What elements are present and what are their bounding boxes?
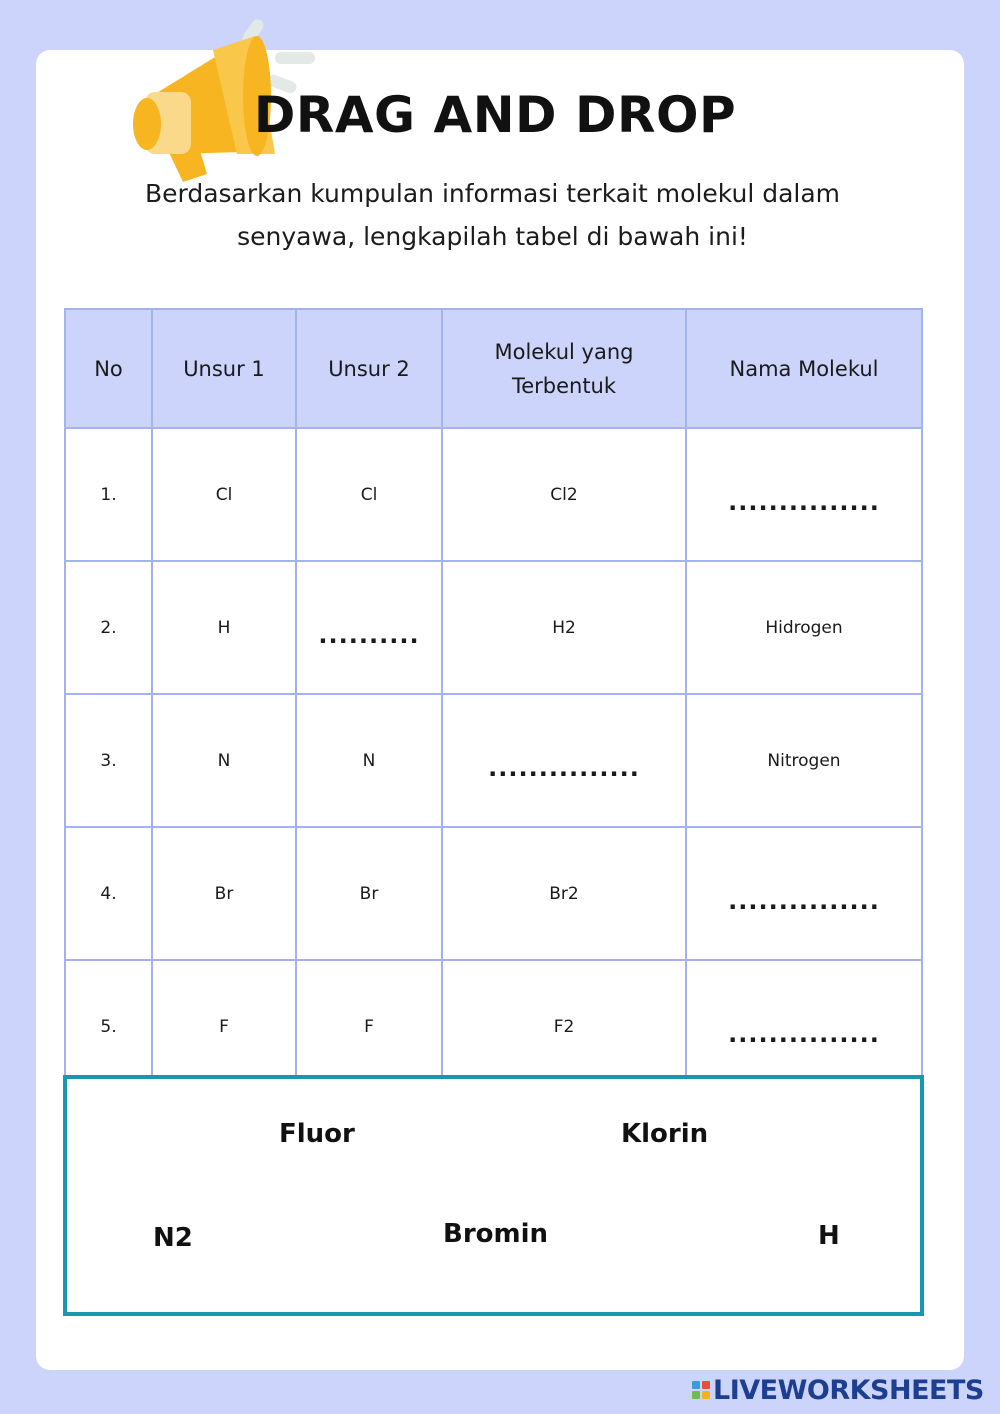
draggable-chip-klorin[interactable]: Klorin: [621, 1119, 709, 1149]
cell-no: 5.: [65, 960, 152, 1093]
logo-mark-icon: [692, 1381, 710, 1399]
drop-zone-unsur-2[interactable]: ..........: [296, 561, 442, 694]
cell-nama-molekul: Nitrogen: [686, 694, 922, 827]
header-unsur-1: Unsur 1: [152, 309, 296, 428]
header-no: No: [65, 309, 152, 428]
cell-unsur-2: Br: [296, 827, 442, 960]
molecule-table: [64, 308, 923, 1094]
instruction-text: Berdasarkan kumpulan informasi terkait molekul dalam senyawa, lengkapilah tabel di bawah ini!: [144, 179, 841, 251]
cell-molekul: Cl2: [442, 428, 686, 561]
cell-no: 4.: [65, 827, 152, 960]
cell-unsur-1: H: [152, 561, 296, 694]
cell-unsur-1: Cl: [152, 428, 296, 561]
cell-molekul: F2: [442, 960, 686, 1093]
cell-no: 2.: [65, 561, 152, 694]
draggable-chip-fluor[interactable]: Fluor: [279, 1119, 355, 1149]
drop-zone-nama-molekul[interactable]: ...............: [686, 428, 922, 561]
cell-unsur-2: Cl: [296, 428, 442, 561]
table-row: [65, 827, 922, 960]
drop-zone-molekul[interactable]: ...............: [442, 694, 686, 827]
table-row: [65, 960, 922, 1093]
logo-text: LIVEWORKSHEETS: [713, 1374, 984, 1406]
cell-no: 3.: [65, 694, 152, 827]
table-row: [65, 561, 922, 694]
answer-bank: [63, 1075, 924, 1316]
draggable-chip-n2[interactable]: N2: [153, 1223, 193, 1253]
table-row: [65, 428, 922, 561]
cell-unsur-1: F: [152, 960, 296, 1093]
drop-zone-nama-molekul[interactable]: ...............: [686, 960, 922, 1093]
table-row: [65, 694, 922, 827]
draggable-chip-bromin[interactable]: Bromin: [443, 1219, 549, 1249]
liveworksheets-logo: [692, 1374, 984, 1406]
cell-unsur-2: F: [296, 960, 442, 1093]
drop-zone-nama-molekul[interactable]: ...............: [686, 827, 922, 960]
header-molekul-terbentuk: Molekul yang Terbentuk: [442, 309, 686, 428]
cell-no: 1.: [65, 428, 152, 561]
cell-unsur-1: Br: [152, 827, 296, 960]
cell-molekul: H2: [442, 561, 686, 694]
cell-unsur-2: N: [296, 694, 442, 827]
table-header-row: [65, 309, 922, 428]
cell-unsur-1: N: [152, 694, 296, 827]
draggable-chip-h[interactable]: H: [818, 1221, 840, 1251]
header-nama-molekul: Nama Molekul: [686, 309, 922, 428]
header-unsur-2: Unsur 2: [296, 309, 442, 428]
cell-nama-molekul: Hidrogen: [686, 561, 922, 694]
cell-molekul: Br2: [442, 827, 686, 960]
page-title: DRAG AND DROP: [253, 86, 737, 144]
